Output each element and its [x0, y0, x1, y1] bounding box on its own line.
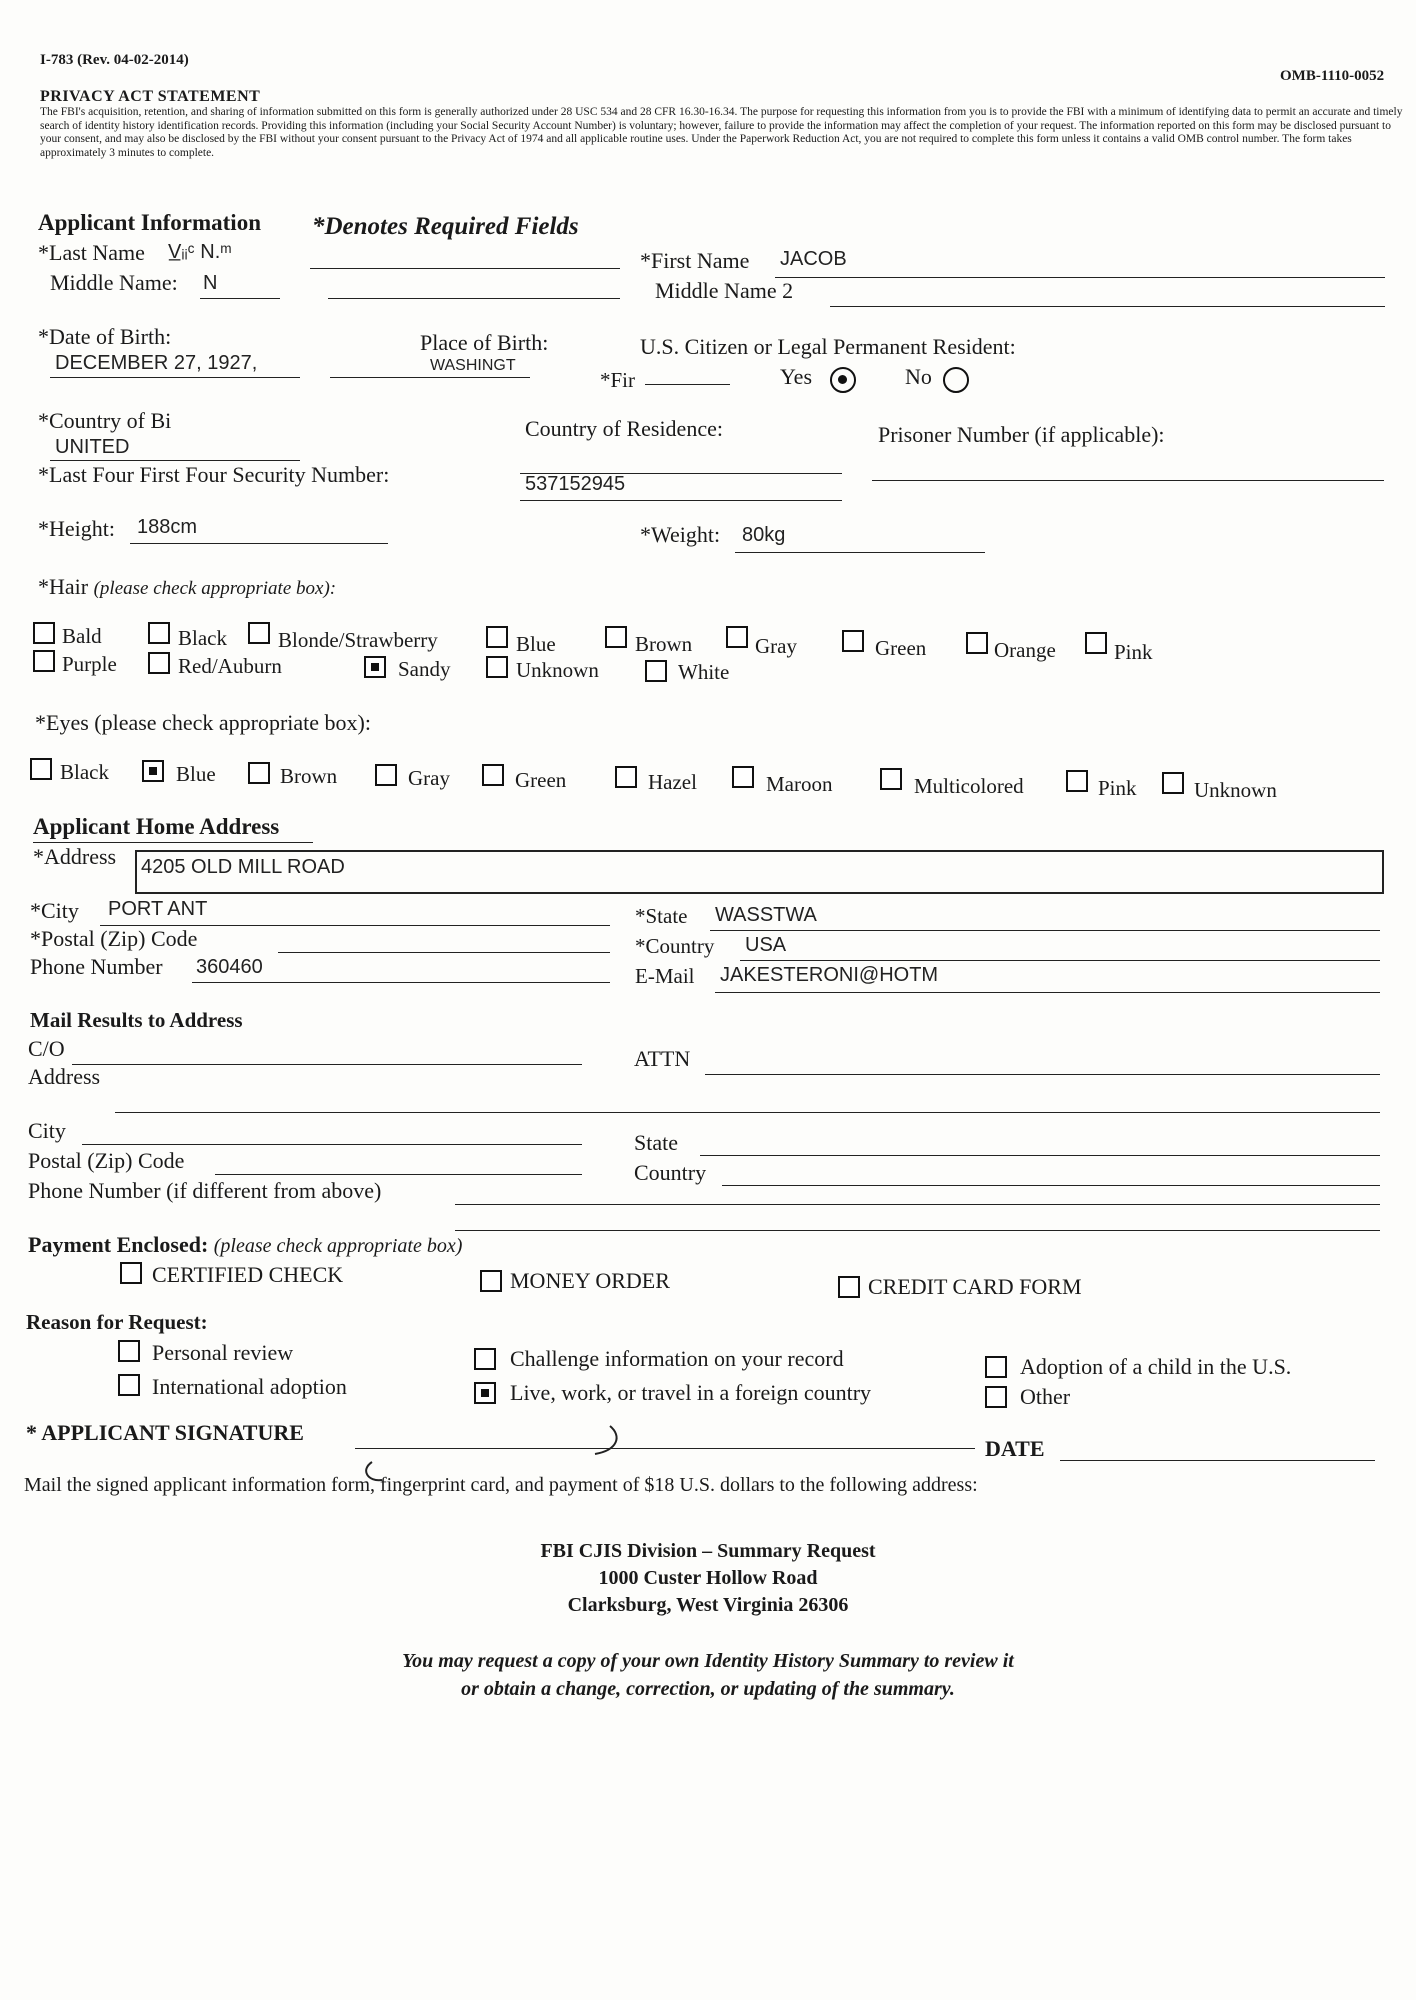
eyes-green-checkbox[interactable]: [482, 764, 504, 786]
footer-note-line1: You may request a copy of your own Identity History Summary to review it: [402, 1650, 1014, 1672]
first-name-label: *First Name: [640, 248, 750, 273]
hair-black-checkbox[interactable]: [148, 622, 170, 644]
middle-name-label: Middle Name:: [50, 270, 178, 295]
eyes-blue-label: Blue: [176, 762, 216, 786]
reason-personal-review-label: Personal review: [152, 1340, 294, 1365]
weight-value[interactable]: 80kg: [742, 524, 786, 546]
mail-address-label: Address: [28, 1064, 101, 1089]
omb-number: OMB-1110-0052: [1280, 68, 1385, 84]
dob-label: *Date of Birth:: [38, 324, 172, 349]
citizen-no-radio[interactable]: [943, 367, 969, 393]
country-birth-value[interactable]: UNITED: [55, 436, 130, 458]
hair-red-checkbox[interactable]: [148, 652, 170, 674]
email-value[interactable]: JAKESTERONI@HOTM: [720, 964, 939, 986]
first-name-value[interactable]: JACOB: [780, 248, 847, 270]
country-residence-label: Country of Residence:: [525, 416, 723, 441]
prisoner-label: Prisoner Number (if applicable):: [878, 422, 1165, 447]
home-address-label: *Address: [33, 844, 117, 869]
hair-green-checkbox[interactable]: [842, 630, 864, 652]
required-note: *Denotes Required Fields: [312, 213, 579, 240]
hair-bald-checkbox[interactable]: [33, 622, 55, 644]
reason-international-adoption-checkbox[interactable]: [118, 1374, 140, 1396]
eyes-black-label: Black: [60, 760, 109, 784]
hair-white-label: White: [678, 660, 730, 684]
payment-certified-check-checkbox[interactable]: [120, 1262, 142, 1284]
home-address-title: Applicant Home Address: [33, 814, 280, 839]
privacy-statement: The FBI's acquisition, retention, and sharing of information submitted on this form is generally authorized under 28 USC 534 and 28 CFR 16.30-16.34. The purpose for requesting this information from you is to provide the FBI with a minimum of identifying data to permit an accurate and timely search of identity history identification records. Providing this information (including your Social Security Account Number) is voluntary; however, failure to provide the information may affect the completion of your request. The information reported on this form may be disclosed pursuant to your consent, and may also be disclosed by the FBI without your consent pursuant to the Privacy Act of 1974 and all applicable routine uses. Under the Paperwork Reduction Act, you are not required to complete this form unless it contains a valid OMB control number. The form takes approximately 3 minutes to complete.: [40, 106, 1403, 159]
mail-instruction: Mail the signed applicant information form, fingerprint card, and payment of $18 U.S. dollars to the following address:: [24, 1474, 978, 1496]
fbi-address-line1: FBI CJIS Division – Summary Request: [540, 1540, 876, 1562]
hair-sandy-label: Sandy: [398, 657, 451, 681]
height-label: *Height:: [38, 516, 115, 541]
payment-money-order-checkbox[interactable]: [480, 1270, 502, 1292]
reason-challenge-label: Challenge information on your record: [510, 1346, 844, 1371]
eyes-pink-label: Pink: [1098, 776, 1137, 800]
eyes-blue-checkbox[interactable]: [142, 760, 164, 782]
hair-orange-label: Orange: [994, 638, 1056, 662]
home-address-value[interactable]: 4205 OLD MILL ROAD: [141, 856, 345, 878]
eyes-multicolored-label: Multicolored: [914, 774, 1024, 798]
form-id: I-783 (Rev. 04-02-2014): [40, 52, 189, 68]
eyes-gray-label: Gray: [408, 766, 450, 790]
mail-phone-label: Phone Number (if different from above): [28, 1178, 382, 1203]
country-birth-label: *Country of Bi: [38, 408, 172, 433]
mail-attn-label: ATTN: [634, 1046, 691, 1071]
eyes-green-label: Green: [515, 768, 567, 792]
state-value[interactable]: WASSTWA: [715, 904, 817, 926]
eyes-hazel-label: Hazel: [648, 770, 697, 794]
hair-bald-label: Bald: [62, 624, 102, 648]
height-value[interactable]: 188cm: [137, 516, 198, 538]
hair-unknown-checkbox[interactable]: [486, 656, 508, 678]
reason-other-label: Other: [1020, 1384, 1071, 1409]
phone-value[interactable]: 360460: [196, 956, 263, 978]
eyes-multicolored-checkbox[interactable]: [880, 768, 902, 790]
eyes-maroon-checkbox[interactable]: [732, 766, 754, 788]
date-label: DATE: [985, 1436, 1045, 1461]
signature-label: * APPLICANT SIGNATURE: [26, 1420, 304, 1445]
reason-live-work-travel-label: Live, work, or travel in a foreign country: [510, 1380, 872, 1405]
hair-pink-checkbox[interactable]: [1085, 632, 1107, 654]
hair-unknown-label: Unknown: [516, 658, 599, 682]
eyes-brown-label: Brown: [280, 764, 338, 788]
date-line[interactable]: [1060, 1460, 1375, 1461]
pob-label: Place of Birth:: [420, 330, 549, 355]
ssn-value[interactable]: 537152945: [525, 473, 626, 495]
hair-pink-label: Pink: [1114, 640, 1153, 664]
pob-value[interactable]: WASHINGT: [430, 357, 516, 374]
mail-country-label: Country: [634, 1160, 707, 1185]
eyes-gray-checkbox[interactable]: [375, 764, 397, 786]
payment-money-order-label: MONEY ORDER: [510, 1268, 670, 1293]
city-value[interactable]: PORT ANT: [108, 898, 208, 920]
last-name-label: *Last Name: [38, 240, 145, 265]
privacy-title: PRIVACY ACT STATEMENT: [40, 88, 261, 105]
hair-label: *Hair (please check appropriate box):: [38, 574, 337, 599]
citizen-star-label: *Fir: [600, 368, 636, 392]
phone-label: Phone Number: [30, 954, 163, 979]
middle-name2-label: Middle Name 2: [655, 278, 794, 303]
hair-blue-checkbox[interactable]: [486, 626, 508, 648]
ssn-label: *Last Four First Four Security Number:: [38, 462, 390, 487]
mail-city-label: City: [28, 1118, 66, 1143]
reason-adoption-us-checkbox[interactable]: [985, 1356, 1007, 1378]
zip-label: *Postal (Zip) Code: [30, 926, 198, 951]
eyes-unknown-label: Unknown: [1194, 778, 1277, 802]
email-label: E-Mail: [635, 964, 695, 988]
fbi-address-line2: 1000 Custer Hollow Road: [598, 1567, 818, 1589]
eyes-brown-checkbox[interactable]: [248, 762, 270, 784]
country-label: *Country: [635, 934, 715, 958]
payment-credit-card-label: CREDIT CARD FORM: [868, 1274, 1082, 1299]
hair-white-checkbox[interactable]: [645, 660, 667, 682]
footer-note-line2: or obtain a change, correction, or updating of the summary.: [461, 1678, 955, 1700]
eyes-pink-checkbox[interactable]: [1066, 770, 1088, 792]
payment-credit-card-checkbox[interactable]: [838, 1276, 860, 1298]
mail-zip-label: Postal (Zip) Code: [28, 1148, 185, 1173]
hair-black-label: Black: [178, 626, 227, 650]
eyes-black-checkbox[interactable]: [30, 758, 52, 780]
no-label: No: [905, 364, 932, 389]
dob-value[interactable]: DECEMBER 27, 1927,: [55, 352, 258, 374]
reason-international-adoption-label: International adoption: [152, 1374, 347, 1399]
eyes-maroon-label: Maroon: [766, 772, 833, 796]
hair-purple-label: Purple: [62, 652, 117, 676]
mail-co-label: C/O: [28, 1036, 65, 1061]
eyes-hazel-checkbox[interactable]: [615, 766, 637, 788]
hair-red-label: Red/Auburn: [178, 654, 282, 678]
middle-name-value[interactable]: N: [203, 272, 218, 294]
citizen-label: U.S. Citizen or Legal Permanent Resident:: [640, 334, 1016, 359]
reason-title: Reason for Request:: [26, 1310, 208, 1334]
eyes-label: *Eyes (please check appropriate box):: [35, 710, 371, 735]
applicant-section-title: Applicant Information: [38, 210, 261, 235]
last-name-value[interactable]: V̲ᵢᵢᶜ N.ᵐ: [168, 241, 232, 263]
country-value[interactable]: USA: [745, 934, 787, 956]
hair-gray-checkbox[interactable]: [726, 626, 748, 648]
reason-personal-review-checkbox[interactable]: [118, 1340, 140, 1362]
reason-adoption-us-label: Adoption of a child in the U.S.: [1020, 1354, 1292, 1379]
hair-gray-label: Gray: [755, 634, 797, 658]
hair-sandy-checkbox[interactable]: [364, 656, 386, 678]
fbi-address-line3: Clarksburg, West Virginia 26306: [567, 1594, 849, 1616]
hair-blonde-label: Blonde/Strawberry: [278, 628, 438, 652]
payment-certified-check-label: CERTIFIED CHECK: [152, 1262, 344, 1287]
hair-orange-checkbox[interactable]: [966, 632, 988, 654]
yes-label: Yes: [780, 364, 813, 389]
eyes-unknown-checkbox[interactable]: [1162, 772, 1184, 794]
reason-challenge-checkbox[interactable]: [474, 1348, 496, 1370]
weight-label: *Weight:: [640, 522, 721, 547]
hair-green-label: Green: [875, 636, 927, 660]
hair-blonde-checkbox[interactable]: [248, 622, 270, 644]
hair-blue-label: Blue: [516, 632, 556, 656]
hair-brown-checkbox[interactable]: [605, 626, 627, 648]
mail-state-label: State: [634, 1130, 678, 1155]
hair-purple-checkbox[interactable]: [33, 650, 55, 672]
state-label: *State: [635, 904, 688, 928]
mail-results-title: Mail Results to Address: [30, 1008, 243, 1032]
reason-live-work-travel-checkbox[interactable]: [474, 1382, 496, 1404]
reason-other-checkbox[interactable]: [985, 1386, 1007, 1408]
payment-title: Payment Enclosed: (please check appropriate box): [28, 1232, 463, 1257]
city-label: *City: [30, 898, 79, 923]
hair-brown-label: Brown: [635, 632, 693, 656]
citizen-yes-radio[interactable]: [830, 367, 856, 393]
